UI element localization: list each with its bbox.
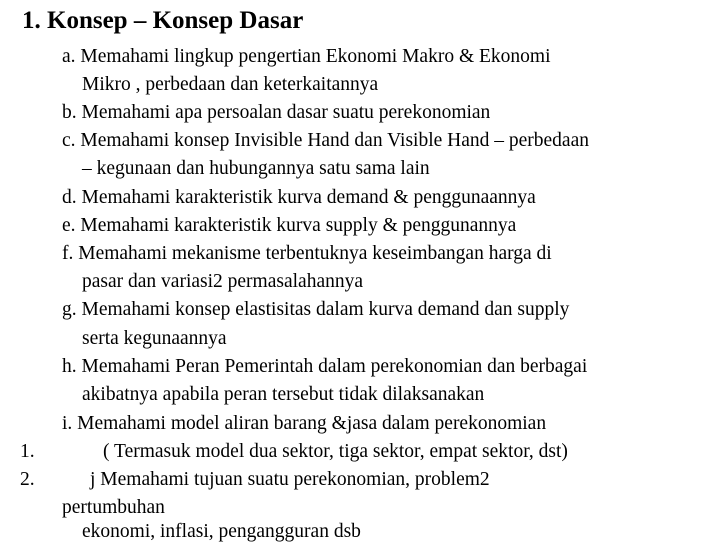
item-g-line1: g. Memahami konsep elastisitas dalam kurva demand dan supply bbox=[62, 299, 570, 320]
item-b-line1: b. Memahami apa persoalan dasar suatu perekonomian bbox=[62, 102, 491, 123]
list-number-1: 1. bbox=[20, 441, 35, 462]
item-i-line1: i. Memahami model aliran barang &jasa dalam perekonomian bbox=[62, 413, 547, 434]
item-f-line2: pasar dan variasi2 permasalahannya bbox=[82, 271, 363, 292]
item-j-line1: j Memahami tujuan suatu perekonomian, problem2 bbox=[90, 469, 490, 490]
item-c-line2: – kegunaan dan hubungannya satu sama lain bbox=[82, 158, 430, 179]
cutoff-line-container bbox=[0, 521, 720, 545]
item-a-line1: a. Memahami lingkup pengertian Ekonomi Makro & Ekonomi bbox=[62, 46, 551, 67]
item-c-line1: c. Memahami konsep Invisible Hand dan Visible Hand – perbedaan bbox=[62, 130, 589, 151]
slide-heading: 1. Konsep – Konsep Dasar bbox=[22, 7, 304, 34]
item-f-line1: f. Memahami mekanisme terbentuknya keseimbangan harga di bbox=[62, 243, 552, 264]
item-h-line2: akibatnya apabila peran tersebut tidak dilaksanakan bbox=[82, 384, 485, 405]
item-j-line2: pertumbuhan bbox=[62, 497, 165, 518]
item-h-line1: h. Memahami Peran Pemerintah dalam perekonomian dan berbagai bbox=[62, 356, 588, 377]
list-number-2: 2. bbox=[20, 469, 35, 490]
item-g-line2: serta kegunaannya bbox=[82, 328, 227, 349]
item-j-line3-cutoff: ekonomi, inflasi, pengangguran dsb bbox=[82, 521, 361, 542]
item-d-line1: d. Memahami karakteristik kurva demand & penggunaannya bbox=[62, 187, 536, 208]
item-a-line2: Mikro , perbedaan dan keterkaitannya bbox=[82, 74, 379, 95]
item-sektor-line: ( Termasuk model dua sektor, tiga sektor, empat sektor, dst) bbox=[103, 441, 568, 462]
item-e-line1: e. Memahami karakteristik kurva supply & penggunannya bbox=[62, 215, 517, 236]
